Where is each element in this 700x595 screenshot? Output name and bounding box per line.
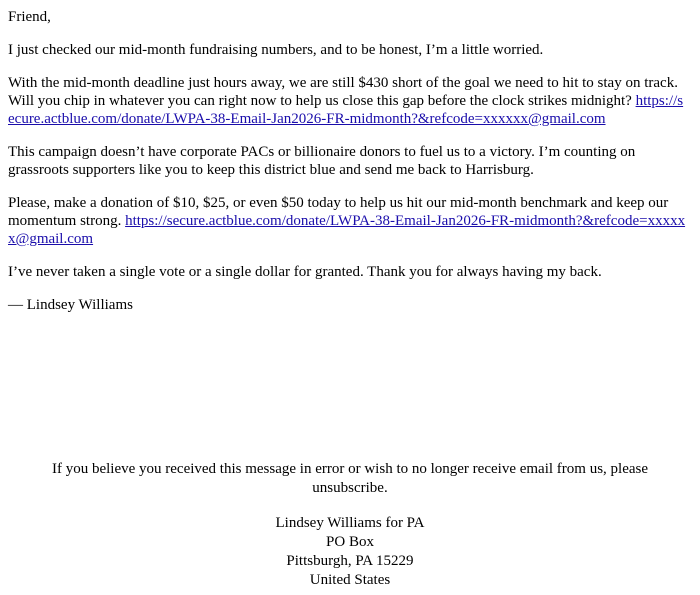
paragraph-deadline	[8, 74, 688, 128]
org-name: Lindsey Williams for PA	[275, 515, 425, 531]
paragraph-donation-ask-text: Please, make a donation of $10, $25, or even $50 today to help us hit our mid-month benchmark and keep our momentum strong.	[8, 195, 669, 229]
donate-link-1[interactable]: https://secure.actblue.com/donate/LWPA-38-Email-Jan2026-FR-midmonth?&refcode=xxxxxx@gmail.com	[8, 93, 684, 127]
paragraph-grassroots: This campaign doesn’t have corporate PACs or billionaire donors to fuel us to a victory. I’m counting on grassroots supporters like you to keep this district blue and send me back to Harrisburg.	[8, 144, 636, 178]
address-country: United States	[309, 572, 391, 588]
email-footer	[8, 460, 692, 590]
paragraph-thanks: I’ve never taken a single vote or a single dollar for granted. Thank you for always having my back.	[8, 264, 602, 280]
email-body	[8, 8, 688, 329]
mailing-address	[8, 514, 692, 590]
unsubscribe-notice: If you believe you received this message in error or wish to no longer receive email from us, please unsubscribe.	[51, 461, 649, 496]
donate-link-2[interactable]: https://secure.actblue.com/donate/LWPA-38-Email-Jan2026-FR-midmonth?&refcode=xxxxxx@gmail.com	[8, 213, 686, 247]
signature: — Lindsey Williams	[8, 297, 133, 313]
paragraph-deadline-text: With the mid-month deadline just hours away, we are still $430 short of the goal we need to hit to stay on track. Will you chip in whatever you can right now to help us close this gap before the clock strikes midnight?	[8, 75, 678, 109]
address-line-1: PO Box	[326, 534, 374, 550]
address-city: Pittsburgh, PA 15229	[286, 553, 414, 569]
paragraph-worried: I just checked our mid-month fundraising numbers, and to be honest, I’m a little worried.	[8, 42, 544, 58]
greeting: Friend,	[8, 9, 51, 25]
paragraph-donation-ask	[8, 194, 688, 248]
